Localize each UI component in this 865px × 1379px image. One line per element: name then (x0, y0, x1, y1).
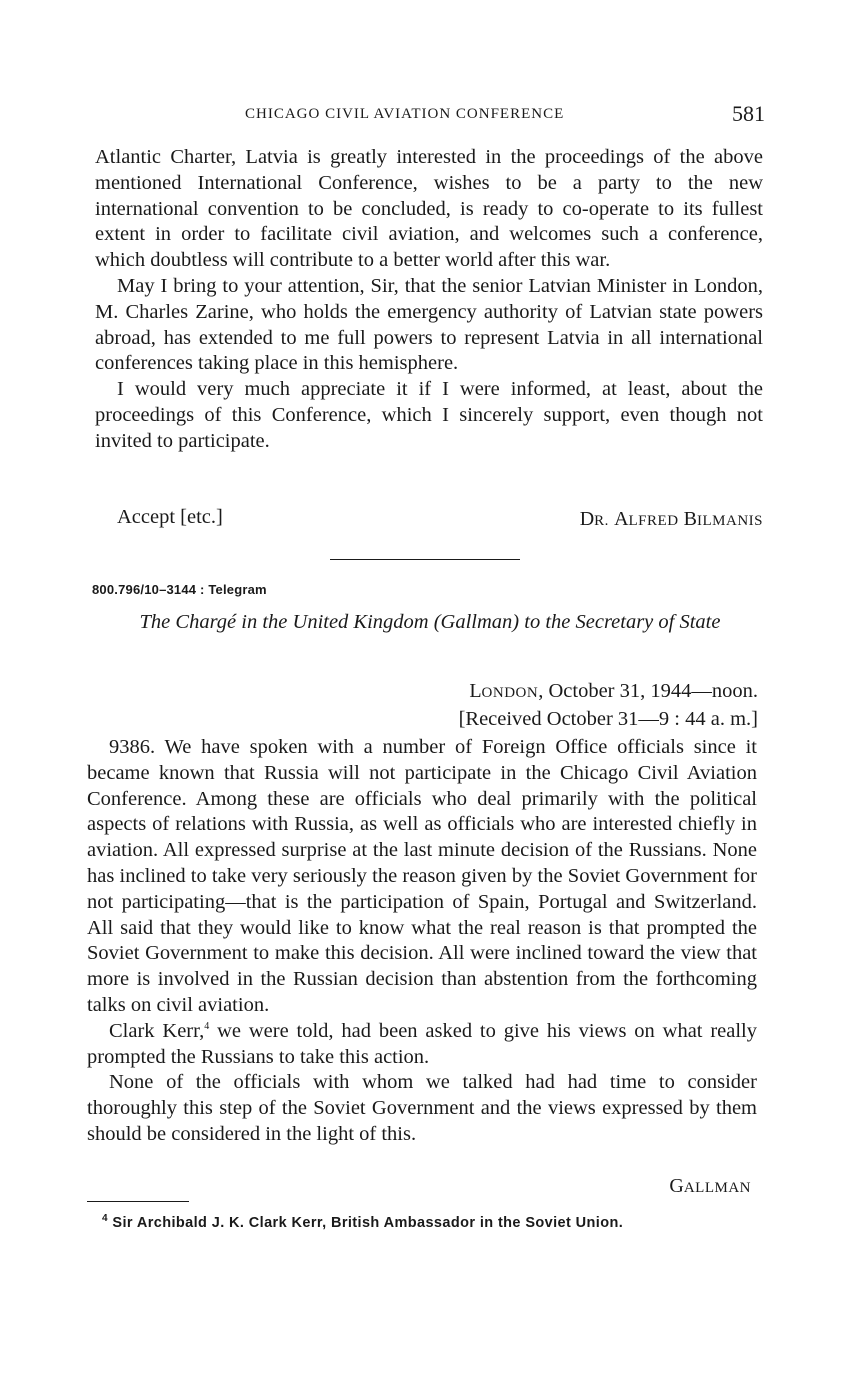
signature-letter: D (579, 508, 595, 530)
document-title: The Chargé in the United Kingdom (Gallman) to the Secretary of State (139, 611, 721, 633)
telegram-sender (669, 1175, 751, 1198)
letter-paragraph: May I bring to your attention, Sir, that the senior Latvian Minister in London, M. Charles Zarine, who holds the emergency authority of Latvian state powers abroad, has extended to me full powers to represent Latvia in all international conferences taking place in this hemisphere. (95, 274, 763, 375)
dateline (459, 678, 758, 732)
place-letter: L (469, 680, 482, 702)
footnote-reference: 4 (204, 1020, 210, 1032)
letter-paragraph: I would very much appreciate it if I were informed, at least, about the proceedings of this Conference, which I sincerely support, even though not invited to participate. (95, 378, 763, 452)
section-divider (330, 559, 520, 560)
telegram-paragraph: 9386. We have spoken with a number of Foreign Office officials since it became known that Russia will not participate in the Chicago Civil Aviation Conference. Among these are officials who deal primarily with the political aspects of relations with Russia, as well as officials who are interested chiefly in aviation. All expressed surprise at the last minute decision of the Russians. None has inclined to take very seriously the reason given by the Soviet Government for not participating—that is the participation of Spain, Portugal and Switzerland. All said that they would like to know what the real reason is that prompted the Soviet Government to make this decision. All were inclined toward the view that more is involved in the Russian decision than abstention from the forthcoming talks on civil aviation. (87, 736, 757, 1016)
footnote-text: Sir Archibald J. K. Clark Kerr, British Ambassador in the Soviet Union. (107, 1215, 624, 1231)
signature-letters: R. (594, 513, 609, 529)
signature-letter: B (683, 508, 697, 530)
paragraph-text: we were told, had been asked to give his views on what really prompted the Russians to take this action. (87, 1019, 758, 1068)
telegram-body (87, 735, 757, 1148)
telegram-paragraph (87, 1019, 757, 1071)
signature-letters: LFRED (628, 513, 679, 529)
sender-letters: ALLMAN (683, 1180, 751, 1196)
letter-closing: Accept [etc.] (117, 506, 223, 528)
letter-paragraph: Atlantic Charter, Latvia is greatly interested in the proceedings of the above mentioned International Conference, wishes to be a party to the new international convention to be concluded, is ready to co-operate to its fullest extent in order to facilitate civil aviation, and welcomes such a conference, which doubtless will contribute to a better world after this war. (95, 146, 763, 272)
telegram-paragraph: None of the officials with whom we talked had had time to consider thoroughly this step of the Soviet Government and the views expressed by them should be considered in the light of this. (87, 1071, 757, 1145)
footnote-divider (87, 1201, 189, 1202)
file-reference: 800.796/10–3144 : Telegram (92, 582, 267, 597)
footnote (102, 1215, 623, 1231)
signature-letter: A (614, 508, 629, 530)
running-head (95, 101, 765, 131)
received-line: [Received October 31—9 : 44 a. m.] (458, 708, 758, 730)
date-text: , October 31, 1944—noon. (538, 680, 758, 702)
paragraph-text: Clark Kerr, (109, 1019, 205, 1042)
sender-letter: G (669, 1175, 684, 1197)
running-title: CHICAGO CIVIL AVIATION CONFERENCE (245, 106, 565, 122)
letter-closing-row (95, 506, 763, 534)
footnote-marker: 4 (102, 1213, 108, 1225)
page-number: 581 (732, 101, 765, 126)
place-letters: ONDON (481, 685, 539, 701)
letter-body (95, 145, 763, 455)
letter-signature (580, 508, 763, 531)
dateline-place-date (459, 678, 758, 706)
signature-letters: ILMANIS (697, 513, 763, 529)
